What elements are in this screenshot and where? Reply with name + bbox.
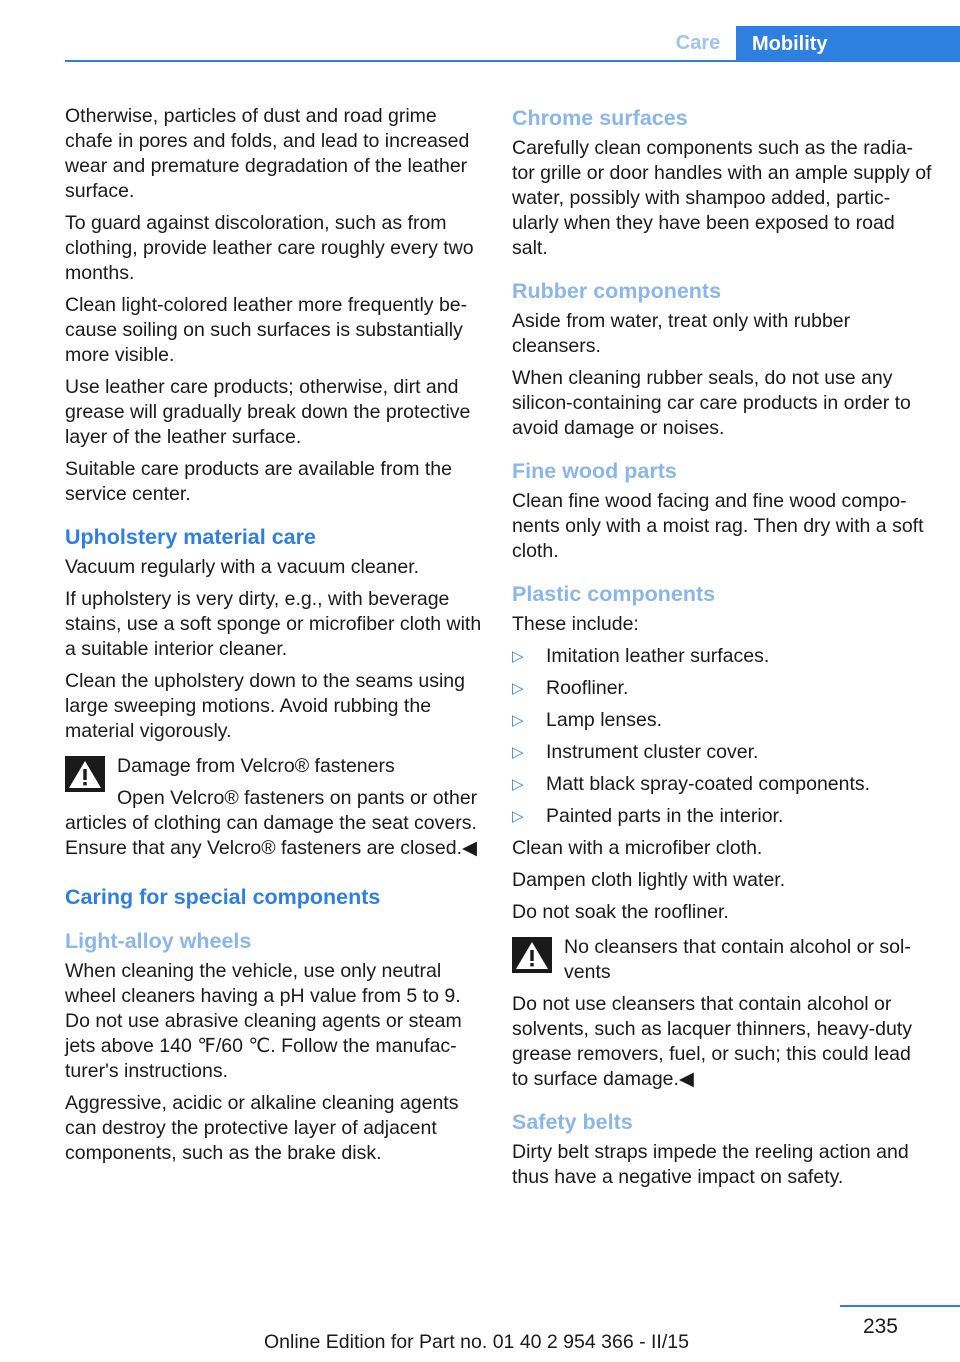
triangle-bullet-icon: ▷ [512,776,524,793]
heading-safety-belts: Safety belts [512,1110,633,1134]
paragraph: Aggressive, acidic or alkaline cleaning agents can destroy the protective layer of adjacent components, such as the brake disk. [65,1092,459,1164]
triangle-bullet-icon: ▷ [512,648,524,665]
paragraph: Use leather care products; otherwise, dirt and grease will gradually break down the protective layer of the leather surface. [65,376,471,448]
heading-fine-wood: Fine wood parts [512,459,677,483]
paragraph: Clean fine wood facing and fine wood compo‐nents only with a moist rag. Then dry with a soft cloth. [512,490,924,562]
warning-icon [512,937,552,973]
paragraph: Do not soak the roofliner. [512,901,729,923]
heading-plastic: Plastic components [512,582,716,606]
heading-upholstery: Upholstery material care [65,525,316,549]
paragraph: These include: [512,613,639,635]
warning-text: Open Velcro® fasteners on pants or other articles of clothing can damage the seat covers. Ensure that any Velcro® fasteners are closed.◀ [65,787,478,859]
paragraph: If upholstery is very dirty, e.g., with beverage stains, use a soft sponge or microfiber cloth with a suitable interior cleaner. [65,588,482,660]
list-item: ▷ Imitation leather surfaces. [512,645,770,667]
warning-cleansers [512,935,932,1092]
triangle-bullet-icon: ▷ [512,744,524,761]
tab-mobility: Mobility [736,26,960,62]
paragraph: Dampen cloth lightly with water. [512,869,786,891]
paragraph: Dirty belt straps impede the reeling action and thus have a negative impact on safety. [512,1141,909,1188]
paragraph: Vacuum regularly with a vacuum cleaner. [65,556,420,578]
right-column [512,104,932,1197]
footer-rule [840,1305,960,1307]
left-column [65,104,485,1173]
list-item: ▷ Lamp lenses. [512,709,662,731]
paragraph: Otherwise, particles of dust and road grime chafe in pores and folds, and lead to increased wear and premature degradation of the leather surface. [65,105,470,202]
warning-title: Damage from Velcro® fasteners [117,755,395,777]
triangle-bullet-icon: ▷ [512,712,524,729]
paragraph: Aside from water, treat only with rubber cleansers. [512,310,851,357]
tab-care: Care [675,32,721,54]
paragraph: When cleaning rubber seals, do not use any silicon-containing car care products in order to avoid damage or noises. [512,367,911,439]
header-rule [65,60,960,62]
heading-light-alloy-wheels: Light-alloy wheels [65,929,252,953]
plastic-list [512,644,932,829]
triangle-bullet-icon: ▷ [512,680,524,697]
list-item: ▷ Painted parts in the interior. [512,805,784,827]
list-item: ▷ Instrument cluster cover. [512,741,759,763]
heading-chrome: Chrome surfaces [512,106,688,130]
warning-text: Do not use cleansers that contain alcohol or solvents, such as lacquer thinners, heavy-duty grease removers, fuel, or such; this could lead to surface damage.◀ [512,993,912,1090]
warning-velcro [65,754,485,861]
warning-icon [65,756,105,792]
paragraph: When cleaning the vehicle, use only neutral wheel cleaners having a pH value from 5 to 9. Do not use abrasive cleaning agents or steam jets above 140 ℉/60 ℃. Follow the manufac‐turer's instructions. [65,960,462,1082]
paragraph: Clean light-colored leather more frequently be‐cause soiling on such surfaces is substantially more visible. [65,294,468,366]
paragraph: Clean with a microfiber cloth. [512,837,763,859]
warning-title: No cleansers that contain alcohol or sol‐vents [564,936,911,983]
list-item: ▷ Roofliner. [512,677,629,699]
edition-text: Online Edition for Part no. 01 40 2 954 366 - II/15 [264,1331,689,1353]
heading-rubber: Rubber components [512,279,722,303]
paragraph: To guard against discoloration, such as from clothing, provide leather care roughly every two months. [65,212,474,284]
triangle-bullet-icon: ▷ [512,808,524,825]
list-item: ▷ Matt black spray-coated components. [512,773,871,795]
paragraph: Suitable care products are available from the service center. [65,458,452,505]
page-number: 235 [862,1315,898,1338]
paragraph: Carefully clean components such as the radia‐tor grille or door handles with an ample supply of water, possibly with shampoo added, partic‐ularly when they have been exposed to road salt. [512,137,932,259]
heading-special-components: Caring for special components [65,885,381,909]
paragraph: Clean the upholstery down to the seams using large sweeping motions. Avoid rubbing the material vigorously. [65,670,465,742]
